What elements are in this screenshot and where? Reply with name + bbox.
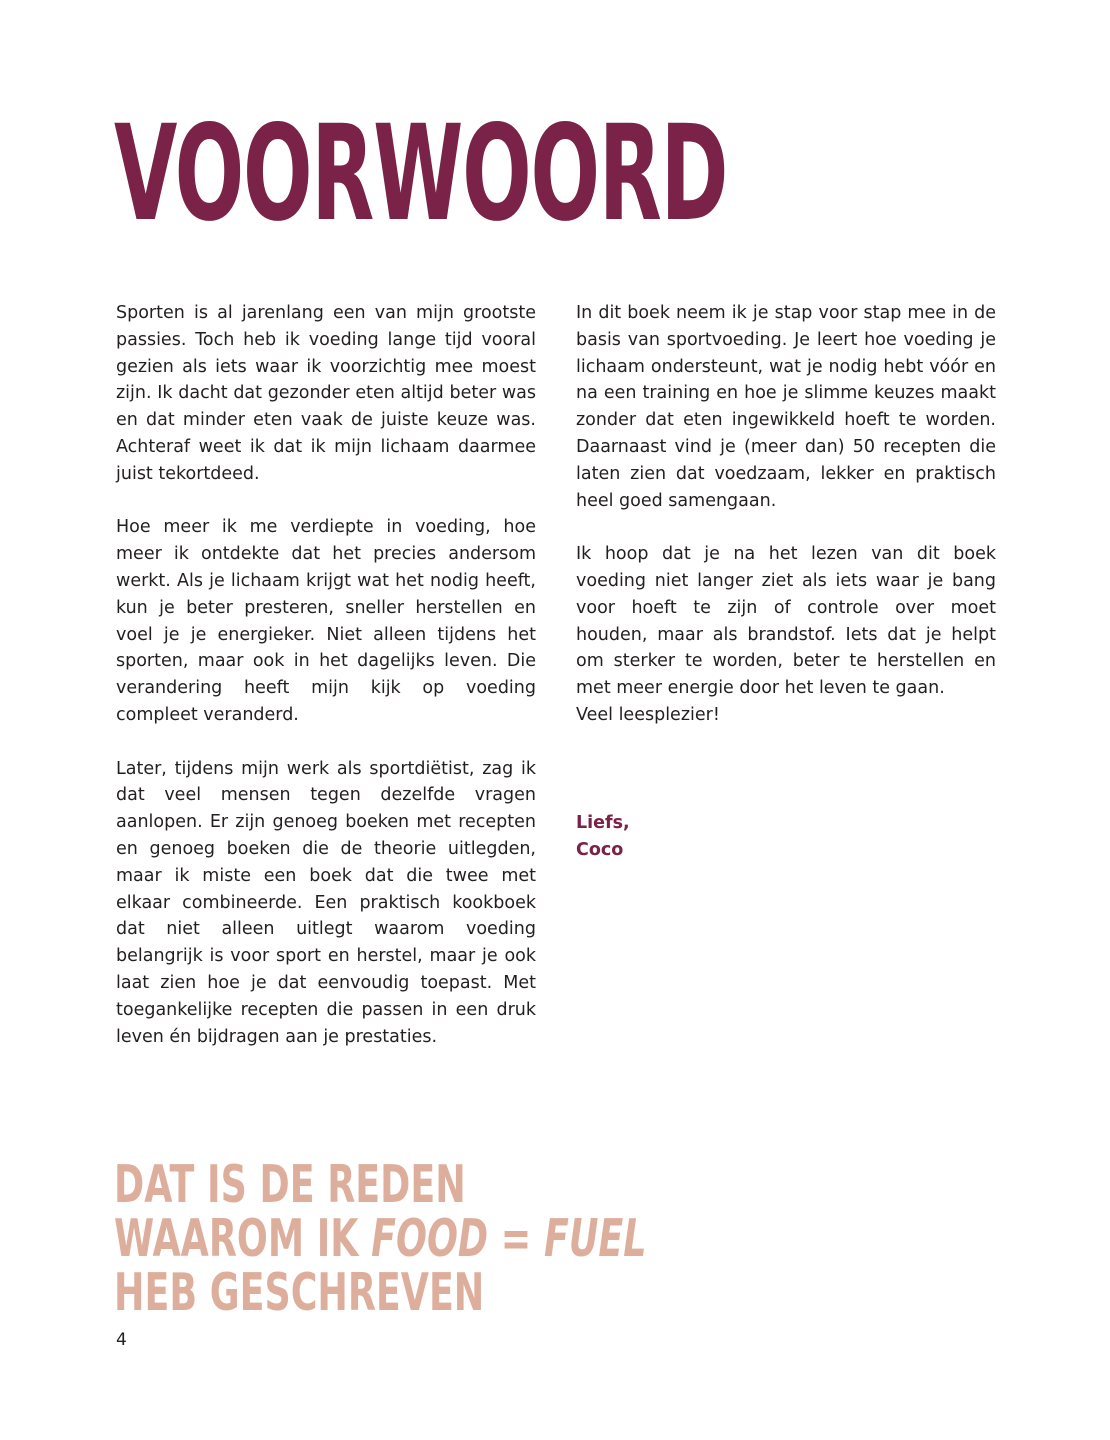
book-title: FOOD = FUEL — [371, 1209, 647, 1269]
paragraph: Ik hoop dat je na het lezen van dit boek voeding niet langer ziet als iets waar je bang voor hoeft te zijn of controle over moet houden, maar als brandstof. Iets dat je helpt om sterker te worden, beter te herstellen en met meer energie door het leven te gaan. — [576, 544, 996, 699]
right-text-column — [576, 300, 996, 756]
paragraph: In dit boek neem ik je stap voor stap mee in de basis van sportvoeding. Je leert hoe voeding je lichaam ondersteunt, wat je nodig hebt vóór en na een training en hoe je slimme keuzes maakt zonder dat eten ingewikkeld hoeft te worden. Daarnaast vind je (meer dan) 50 recepten die laten zien dat voedzaam, lekker en praktisch heel goed samengaan. — [576, 303, 996, 511]
paragraph: Later, tijdens mijn werk als sportdiëtist, zag ik dat veel mensen tegen dezelfde vragen aanlopen. Er zijn genoeg boeken met recepten en genoeg boeken die de theorie uitlegden, maar ik miste een boek dat die twee met elkaar combineerde. Een praktisch kookboek dat niet alleen uitlegt waarom voeding belangrijk is voor sport en herstel, maar je ook laat zien hoe je dat eenvoudig toepast. Met toegankelijke recepten die passen in een druk leven én bijdragen aan je prestaties. — [116, 758, 536, 1047]
pull-quote-prefix: WAAROM IK — [114, 1209, 372, 1269]
closing-line: Veel leesplezier! — [576, 704, 720, 725]
pull-quote-line: HEB GESCHREVEN — [114, 1263, 485, 1323]
signature-name: Coco — [576, 839, 624, 860]
paragraph: Hoe meer ik me verdiepte in voeding, hoe meer ik ontdekte dat het precies andersom werkt. Als je lichaam krijgt wat het nodig heeft, kun je beter presteren, sneller herstellen en voel je je energieker. Niet alleen tijdens het sporten, maar ook in het dagelijks leven. Die verandering heeft mijn kijk op voeding compleet veranderd. — [116, 517, 536, 725]
signature-greeting: Liefs, — [576, 813, 630, 833]
pull-quote — [114, 1155, 647, 1323]
signature — [576, 810, 630, 864]
page-title: VOORWOORD — [114, 97, 728, 251]
pull-quote-line: DAT IS DE REDEN — [114, 1155, 466, 1215]
pull-quote-line — [114, 1209, 647, 1269]
paragraph: Sporten is al jarenlang een van mijn grootste passies. Toch heb ik voeding lange tijd vooral gezien als iets waar ik voorzichtig mee moest zijn. Ik dacht dat gezonder eten altijd beter was en dat minder eten vaak de juiste keuze was. Achteraf weet ik dat ik mijn lichaam daarmee juist tekortdeed. — [116, 303, 536, 484]
left-text-column — [116, 300, 536, 1077]
page-number: 4 — [116, 1330, 127, 1350]
